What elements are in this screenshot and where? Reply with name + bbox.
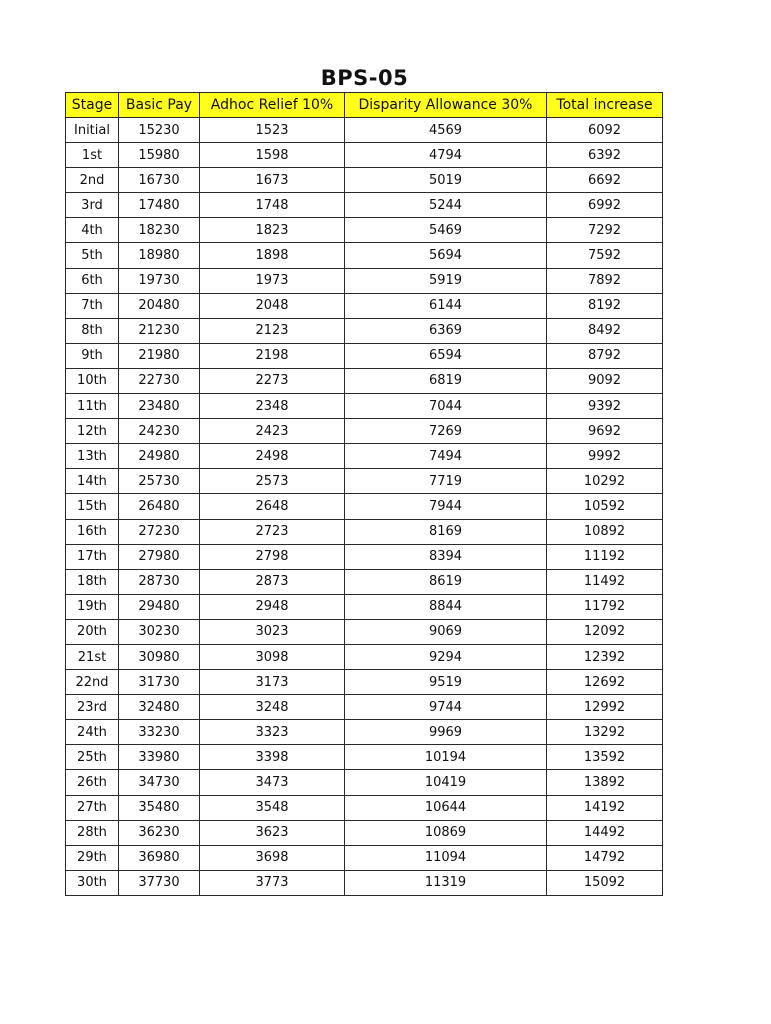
cell-basic-pay: 29480 [119, 594, 200, 619]
cell-adhoc-relief: 3473 [200, 770, 345, 795]
cell-total-increase: 6392 [547, 143, 663, 168]
cell-basic-pay: 17480 [119, 193, 200, 218]
cell-basic-pay: 19730 [119, 268, 200, 293]
cell-basic-pay: 15980 [119, 143, 200, 168]
cell-adhoc-relief: 1973 [200, 268, 345, 293]
table-row [66, 795, 663, 820]
cell-stage: 13th [66, 444, 119, 469]
cell-disparity-allowance: 6144 [345, 293, 547, 318]
cell-basic-pay: 16730 [119, 168, 200, 193]
header-basic-pay: Basic Pay [119, 93, 200, 118]
cell-basic-pay: 32480 [119, 695, 200, 720]
cell-basic-pay: 18230 [119, 218, 200, 243]
cell-disparity-allowance: 5469 [345, 218, 547, 243]
cell-total-increase: 9392 [547, 394, 663, 419]
table-row [66, 519, 663, 544]
cell-adhoc-relief: 2873 [200, 569, 345, 594]
cell-total-increase: 9092 [547, 368, 663, 393]
cell-disparity-allowance: 11094 [345, 845, 547, 870]
cell-adhoc-relief: 3548 [200, 795, 345, 820]
cell-total-increase: 13292 [547, 720, 663, 745]
cell-basic-pay: 31730 [119, 670, 200, 695]
table-row [66, 594, 663, 619]
cell-adhoc-relief: 3398 [200, 745, 345, 770]
cell-adhoc-relief: 2723 [200, 519, 345, 544]
cell-stage: 20th [66, 619, 119, 644]
table-row [66, 569, 663, 594]
cell-total-increase: 11192 [547, 544, 663, 569]
cell-adhoc-relief: 2273 [200, 368, 345, 393]
table-row [66, 770, 663, 795]
cell-disparity-allowance: 5019 [345, 168, 547, 193]
header-adhoc-relief: Adhoc Relief 10% [200, 93, 345, 118]
cell-total-increase: 14492 [547, 820, 663, 845]
table-body [66, 118, 663, 896]
table-row [66, 644, 663, 669]
cell-total-increase: 12992 [547, 695, 663, 720]
cell-stage: 26th [66, 770, 119, 795]
cell-disparity-allowance: 9519 [345, 670, 547, 695]
cell-adhoc-relief: 2123 [200, 318, 345, 343]
cell-total-increase: 15092 [547, 870, 663, 895]
cell-adhoc-relief: 1748 [200, 193, 345, 218]
cell-adhoc-relief: 1523 [200, 118, 345, 143]
table-row [66, 118, 663, 143]
cell-adhoc-relief: 3098 [200, 644, 345, 669]
pay-scale-table [65, 92, 663, 896]
cell-disparity-allowance: 9069 [345, 619, 547, 644]
cell-stage: 30th [66, 870, 119, 895]
cell-disparity-allowance: 7494 [345, 444, 547, 469]
cell-adhoc-relief: 3773 [200, 870, 345, 895]
cell-total-increase: 10892 [547, 519, 663, 544]
cell-basic-pay: 36230 [119, 820, 200, 845]
cell-adhoc-relief: 1823 [200, 218, 345, 243]
header-total-increase: Total increase [547, 93, 663, 118]
cell-total-increase: 11792 [547, 594, 663, 619]
cell-total-increase: 6992 [547, 193, 663, 218]
cell-basic-pay: 33980 [119, 745, 200, 770]
header-disparity-allowance: Disparity Allowance 30% [345, 93, 547, 118]
cell-disparity-allowance: 7719 [345, 469, 547, 494]
cell-total-increase: 14792 [547, 845, 663, 870]
cell-adhoc-relief: 2948 [200, 594, 345, 619]
cell-total-increase: 12092 [547, 619, 663, 644]
cell-disparity-allowance: 7044 [345, 394, 547, 419]
cell-total-increase: 13592 [547, 745, 663, 770]
cell-adhoc-relief: 1898 [200, 243, 345, 268]
cell-adhoc-relief: 2048 [200, 293, 345, 318]
cell-stage: 6th [66, 268, 119, 293]
cell-stage: 19th [66, 594, 119, 619]
table-row [66, 494, 663, 519]
cell-basic-pay: 21980 [119, 343, 200, 368]
cell-stage: 15th [66, 494, 119, 519]
cell-stage: 17th [66, 544, 119, 569]
table-header-row [66, 93, 663, 118]
table-row [66, 143, 663, 168]
cell-disparity-allowance: 6594 [345, 343, 547, 368]
table-row [66, 318, 663, 343]
cell-stage: 11th [66, 394, 119, 419]
cell-adhoc-relief: 2348 [200, 394, 345, 419]
cell-stage: 4th [66, 218, 119, 243]
cell-adhoc-relief: 3623 [200, 820, 345, 845]
cell-stage: Initial [66, 118, 119, 143]
table-row [66, 419, 663, 444]
cell-basic-pay: 24980 [119, 444, 200, 469]
cell-stage: 12th [66, 419, 119, 444]
cell-stage: 7th [66, 293, 119, 318]
cell-total-increase: 11492 [547, 569, 663, 594]
cell-disparity-allowance: 9294 [345, 644, 547, 669]
cell-stage: 22nd [66, 670, 119, 695]
cell-disparity-allowance: 4794 [345, 143, 547, 168]
cell-disparity-allowance: 5919 [345, 268, 547, 293]
cell-disparity-allowance: 5244 [345, 193, 547, 218]
table-row [66, 469, 663, 494]
cell-total-increase: 7292 [547, 218, 663, 243]
table-row [66, 745, 663, 770]
table-row [66, 544, 663, 569]
cell-stage: 21st [66, 644, 119, 669]
cell-basic-pay: 23480 [119, 394, 200, 419]
table-row [66, 845, 663, 870]
cell-basic-pay: 36980 [119, 845, 200, 870]
cell-adhoc-relief: 2573 [200, 469, 345, 494]
cell-adhoc-relief: 2648 [200, 494, 345, 519]
page-title: BPS-05 [320, 66, 409, 90]
cell-stage: 9th [66, 343, 119, 368]
cell-total-increase: 8792 [547, 343, 663, 368]
cell-disparity-allowance: 8169 [345, 519, 547, 544]
cell-stage: 10th [66, 368, 119, 393]
cell-total-increase: 6092 [547, 118, 663, 143]
cell-disparity-allowance: 6369 [345, 318, 547, 343]
cell-total-increase: 10592 [547, 494, 663, 519]
table-row [66, 368, 663, 393]
cell-adhoc-relief: 2423 [200, 419, 345, 444]
cell-stage: 16th [66, 519, 119, 544]
table-row [66, 168, 663, 193]
cell-adhoc-relief: 2798 [200, 544, 345, 569]
cell-disparity-allowance: 10644 [345, 795, 547, 820]
cell-stage: 29th [66, 845, 119, 870]
cell-basic-pay: 18980 [119, 243, 200, 268]
table-row [66, 444, 663, 469]
cell-stage: 25th [66, 745, 119, 770]
cell-total-increase: 6692 [547, 168, 663, 193]
table-row [66, 293, 663, 318]
cell-adhoc-relief: 3248 [200, 695, 345, 720]
table-row [66, 193, 663, 218]
table-row [66, 218, 663, 243]
cell-disparity-allowance: 8844 [345, 594, 547, 619]
cell-total-increase: 14192 [547, 795, 663, 820]
cell-total-increase: 7892 [547, 268, 663, 293]
cell-stage: 28th [66, 820, 119, 845]
cell-basic-pay: 37730 [119, 870, 200, 895]
cell-basic-pay: 30980 [119, 644, 200, 669]
cell-basic-pay: 35480 [119, 795, 200, 820]
cell-stage: 8th [66, 318, 119, 343]
cell-disparity-allowance: 10869 [345, 820, 547, 845]
cell-total-increase: 7592 [547, 243, 663, 268]
cell-stage: 27th [66, 795, 119, 820]
cell-disparity-allowance: 9744 [345, 695, 547, 720]
cell-basic-pay: 28730 [119, 569, 200, 594]
cell-adhoc-relief: 2198 [200, 343, 345, 368]
cell-total-increase: 8192 [547, 293, 663, 318]
table-row [66, 243, 663, 268]
cell-disparity-allowance: 4569 [345, 118, 547, 143]
cell-adhoc-relief: 3023 [200, 619, 345, 644]
cell-stage: 23rd [66, 695, 119, 720]
cell-stage: 5th [66, 243, 119, 268]
cell-adhoc-relief: 3698 [200, 845, 345, 870]
table-row [66, 720, 663, 745]
cell-total-increase: 10292 [547, 469, 663, 494]
table-row [66, 820, 663, 845]
cell-basic-pay: 21230 [119, 318, 200, 343]
cell-basic-pay: 15230 [119, 118, 200, 143]
cell-total-increase: 12692 [547, 670, 663, 695]
header-stage: Stage [66, 93, 119, 118]
cell-basic-pay: 27230 [119, 519, 200, 544]
table-row [66, 343, 663, 368]
cell-adhoc-relief: 1598 [200, 143, 345, 168]
cell-total-increase: 12392 [547, 644, 663, 669]
cell-disparity-allowance: 10419 [345, 770, 547, 795]
table-row [66, 619, 663, 644]
cell-adhoc-relief: 1673 [200, 168, 345, 193]
cell-disparity-allowance: 8619 [345, 569, 547, 594]
table-row [66, 394, 663, 419]
cell-disparity-allowance: 10194 [345, 745, 547, 770]
cell-basic-pay: 33230 [119, 720, 200, 745]
cell-stage: 2nd [66, 168, 119, 193]
table-row [66, 670, 663, 695]
table-row [66, 695, 663, 720]
cell-basic-pay: 26480 [119, 494, 200, 519]
cell-basic-pay: 20480 [119, 293, 200, 318]
cell-disparity-allowance: 8394 [345, 544, 547, 569]
cell-basic-pay: 22730 [119, 368, 200, 393]
cell-total-increase: 9992 [547, 444, 663, 469]
cell-stage: 24th [66, 720, 119, 745]
cell-basic-pay: 24230 [119, 419, 200, 444]
cell-adhoc-relief: 2498 [200, 444, 345, 469]
cell-stage: 14th [66, 469, 119, 494]
table-row [66, 268, 663, 293]
cell-total-increase: 8492 [547, 318, 663, 343]
cell-disparity-allowance: 11319 [345, 870, 547, 895]
cell-disparity-allowance: 9969 [345, 720, 547, 745]
cell-basic-pay: 27980 [119, 544, 200, 569]
cell-disparity-allowance: 7269 [345, 419, 547, 444]
cell-stage: 1st [66, 143, 119, 168]
cell-stage: 18th [66, 569, 119, 594]
cell-basic-pay: 30230 [119, 619, 200, 644]
cell-stage: 3rd [66, 193, 119, 218]
table-row [66, 870, 663, 895]
cell-basic-pay: 25730 [119, 469, 200, 494]
cell-adhoc-relief: 3323 [200, 720, 345, 745]
cell-disparity-allowance: 5694 [345, 243, 547, 268]
cell-total-increase: 13892 [547, 770, 663, 795]
cell-disparity-allowance: 6819 [345, 368, 547, 393]
cell-adhoc-relief: 3173 [200, 670, 345, 695]
cell-total-increase: 9692 [547, 419, 663, 444]
cell-disparity-allowance: 7944 [345, 494, 547, 519]
cell-basic-pay: 34730 [119, 770, 200, 795]
